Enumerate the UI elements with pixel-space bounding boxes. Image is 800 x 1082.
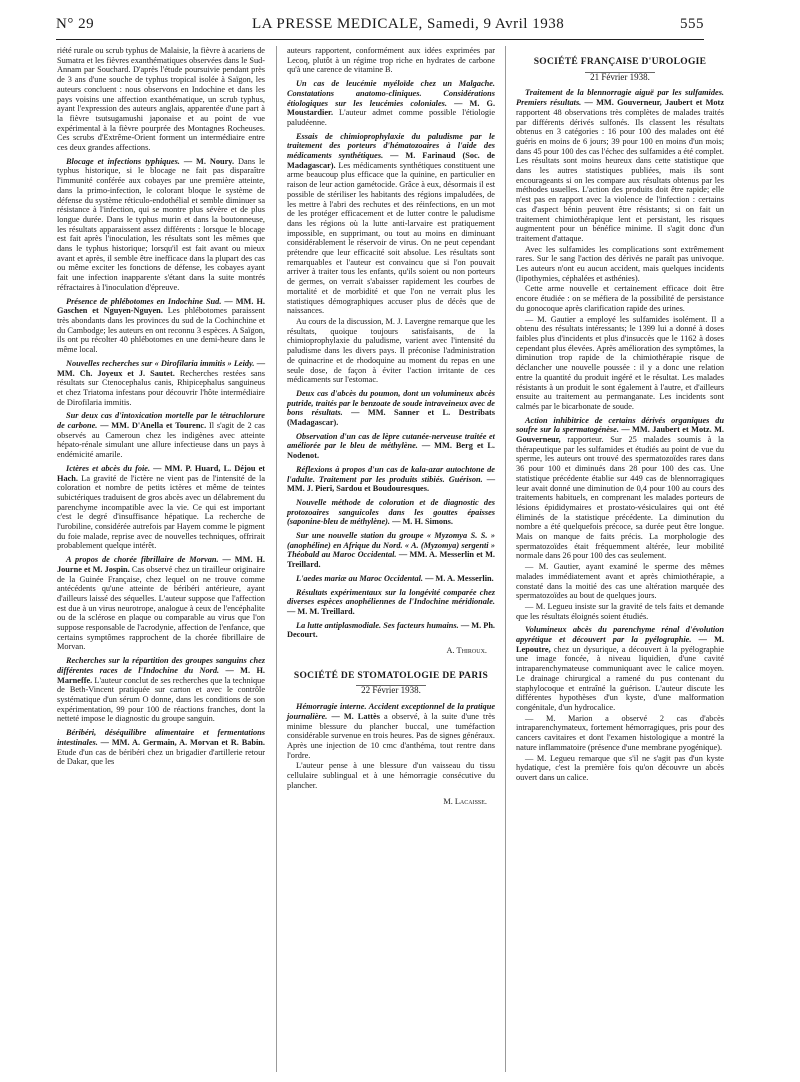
column-3 [516, 46, 724, 784]
article-title: Recherches sur la répartition des groupes sanguins chez différentes races de l'Indochine du Nord. [57, 656, 265, 675]
article-body: chez un dysurique, a découvert à la pyélographie une image foncée, à niveau liquidien, d'une cavité intraparenchymateuse communiquant avec le calice moyen. Le drainage chirurgical a ramené du pus contenant du staphylocoque et entraîné la guérison. L'auteur discute les différentes hypothèses d'un kyste, d'une malformation congénitale, d'un hydrocalice. [516, 644, 725, 712]
article-title: Sur deux cas d'intoxication mortelle par le tétrachlorure de carbone. [57, 411, 265, 431]
body-paragraph: — M. Legueu insiste sur la gravité de tels faits et demande que les résultats éloignés soient étudiés. [516, 601, 724, 621]
article-entry [516, 416, 724, 562]
body-paragraph: — M. Marion a observé 2 cas d'abcès intraparenchymateux, fortement hémorragiques, pris pour des cancers cavitaires et dont l'examen histologique a montré la nature inflammatoire (présence d'une membrane pyogénique). [516, 713, 724, 752]
page-number: 555 [680, 16, 704, 32]
report-signature: M. Lacaisse. [443, 796, 487, 806]
article-authors: — M. G. Moustardier. [287, 98, 496, 118]
session-date: 21 Février 1938. [590, 71, 650, 82]
column-separator-1 [276, 46, 277, 1072]
article-body: Recherches restées sans résultats sur Ctenocephalus canis, Rhipicephalus sanguineus et chez Triatoma infestans pour découvrir l'hôte intermédiaire de Dirofilaria immitis. [57, 368, 265, 407]
section-heading: SOCIÉTÉ FRANÇAISE D'UROLOGIE [533, 57, 707, 67]
article-authors: — MM. Gouverneur, Jaubert et Motz [584, 98, 724, 108]
article-authors: — M. M. Treillard. [287, 606, 355, 616]
article-body: rapporteur. Sur 25 malades soumis à la thérapeutique par les sulfamides et étudiés au point de vue du sperme, les auteurs ont trouvé des spermatozoïdes rares dans 36 pour 100 et diminués dans 28 pour 100 des cas. Une statistique précédente établie sur 449 cas de blennorragiques leur avait donné une diminution de 0,4 pour 100 au cours des traitements habituels, en comprenant les malades porteurs de lésions épididymaires et prostato-vésiculaires qui ont été éliminés de la statistique précédente. La diminution du nombre a été quelquefois précoce, sa durée peut être longue. Mais on manque de faits précis. La morphologie des spermatozoïdes était fréquemment altérée, leur mobilité normale dans 26 pour 100 des cas seulement. [516, 435, 724, 561]
article-body: Les phlébotomes paraissent très abondants dans les provinces du sud de la Cochinchine et du Cambodge; les auteurs en ont reconnu 3 espèces. A Saïgon, ils ont pu récolter 40 phlébotomes en une demi-heure dans le même local. [57, 306, 265, 355]
column-2 [287, 46, 495, 810]
body-paragraph: riété rurale ou scrub typhus de Malaisie, la fièvre à acariens de Sumatra et les fièvres exanthématiques observées dans le Sud-Annam par Souchard. D'après l'étude poursuivie pendant près de 3 ans d'une souche de typhus tropical isolée à Saïgon, les auteurs concluent : nous observons en Indochine et dans les pays voisins une affection exanthématique, un scrub typhus, ayant l'expression des auteurs anglais, apparentée d'une part à la fièvre tsutsugamushi japonaise et au point de vue expérimental à la fièvre pourprée des Montagnes Rocheuses. Ces scrubs d'Extrême-Orient forment un intermédiaire entre ces deux grandes affections. [57, 46, 265, 153]
article-authors: — MM. D'Anella et Tourenc. [100, 421, 207, 431]
article-entry [287, 498, 495, 527]
article-title: L'aedes mariæ au Maroc Occidental. [296, 573, 423, 583]
body-paragraph: Cette arme nouvelle et certainement efficace doit être encore étudiée : on se méfiera de la possibilité de persistance du gonocoque après clarification rapide des urines. [516, 284, 724, 313]
article-authors: — MM. J. Pieri, Sardou et Boudouresques. [287, 474, 495, 494]
article-authors: — M. Lattès [331, 711, 380, 721]
article-body: rapportent 48 observations très complètes de malades traités par différents dérivés sulfonés. Ils classent les résultats obtenus en 3 catégories : 16 pour 100 des malades ont été guéris en moins de 6 jours; 39 pour 100 en moins d'un mois; dans 45 pour 100 des cas l'échec des sulfamides a été complet. Les résultats sont moins heureux dans cette statistique que dans les autres statistiques publiées, mais ils sont encourageants si on les compare aux résultats obtenus par les méthodes usuelles. L'action des produits doit être rapide; elle n'est pas en rapport avec la violence de l'infection : certains cas d'aspect bénin peuvent être résistants; si on fait un traitement chimiothérapique lent et persistant, les risques augmentent pour un bénéfice minime. Il s'agit donc d'un traitement d'attaque. [516, 107, 724, 243]
article-body: Cas observé chez un tirailleur originaire de la Guinée Française, chez lequel on ne trouve comme antécédents qu'une atteinte de béribéri antérieure, ayant d'ailleurs laissé des séquelles. L'auteur suppose que l'affection est due à un virus neurotrope, analogue à ceux de l'encéphalite ou de la sclérose en plaque ou comparable au virus que l'on suppose responsable de l'acrodynie, affection de l'enfance, que certains symptômes rapprochent de la chorée fibrillaire de Morvan. [57, 564, 265, 652]
article-title: A propos de chorée fibrillaire de Morvan. [66, 555, 219, 565]
issue-number: N° 29 [56, 16, 95, 32]
article-title: Béribéri, déséquilibre alimentaire et fermentations intestinales. [57, 728, 265, 747]
article-title: Un cas de leucémie myéloïde chez un Malgache. Constatations anatomo-cliniques. Considérations étiologiques sur les leucémies coloniales. [287, 79, 495, 108]
article-entry [287, 79, 495, 128]
article-authors: — MM. H. Journe et M. Jospin. [57, 555, 266, 574]
article-authors: — MM. Berg et L. Nodenot. [287, 441, 496, 461]
article-entry [287, 702, 495, 760]
article-title: Traitement de la blennorragie aiguë par les sulfamides. Premiers résultats. [516, 88, 724, 108]
article-authors: — M. H. Simons. [392, 517, 453, 527]
body-paragraph: L'auteur pense à une blessure d'un vaisseau du tissu cellulaire sublingual et à une hémorragie consécutive du plancher. [287, 761, 495, 790]
article-title: Observation d'un cas de lèpre cutanée-nerveuse traitée et améliorée par le bleu de méthylène. [287, 431, 495, 451]
article-authors: — MM. H. Gaschen et Nguyen-Nguyen. [57, 296, 265, 316]
article-body: a observé, à la suite d'une très minime blessure du plancher buccal, une tuméfaction considérable survenue en trois heures. Pas de signes généraux. Après une injection de 10 cmc d'anthéma, tout rentre dans l'ordre. [287, 711, 495, 760]
article-entry [516, 625, 724, 712]
article-authors: — MM. P. Huard, L. Déjou et Hach. [57, 463, 266, 483]
session-date: 22 Février 1938. [361, 685, 421, 696]
article-title: Action inhibitrice de certains dérivés organiques du soufre sur la spermatogénèse. [516, 415, 724, 435]
article-title: Sur une nouvelle station du groupe « Myzomya S. S. » (anophéline) en Afrique du Nord. « A. (Myzomya) sergenti » Théobald au Maroc Occidental. [287, 531, 495, 560]
article-entry [287, 389, 495, 428]
section-heading: SOCIÉTÉ DE STOMATOLOGIE DE PARIS [293, 670, 489, 681]
article-authors: — M. Lepoutre, [516, 635, 725, 654]
article-title: Deux cas d'abcès du poumon, dont un volumineux abcès putride, traités par le benzoate de soude intraveineux avec de bons résultats. [287, 388, 495, 418]
article-authors: — MM. Sanner et L. Destribats (Madagascar). [287, 408, 495, 428]
article-entry [287, 465, 495, 494]
article-entry [287, 574, 495, 584]
article-body: Etude d'un cas de béribéri chez un brigadier d'artillerie retour de Dakar, que les [57, 747, 265, 767]
article-entry [287, 588, 495, 617]
article-authors: — M. Ph. Decourt. [287, 620, 496, 640]
article-title: Nouvelles recherches sur « Dirofilaria immitis » Leidy. [66, 358, 255, 368]
article-body: L'auteur admet comme possible l'étiologie paludéenne. [287, 108, 496, 127]
column-1 [57, 46, 265, 768]
article-entry [57, 555, 265, 652]
article-body: Les médicaments synthétiques constituent une arme beaucoup plus efficace que la quinine, en particulier en raison de leur action gamétocide. Grâce à eux, désormais il est possible de stériliser les habitants des régions impaludées, de les mettre à l'abri des rechutes et des réinfections, en un mot de les protéger efficacement et de lutter contre le paludisme dans les régions où la lutte anti-larvaire est pratiquement impossible, en supprimant, ou tout au moins en diminuant considérablement le réservoir de virus. On ne peut cependant prétendre que leur efficacité soit absolue. Les résultats sont remarquables et l'auteur est convaincu que si l'on pouvait arriver à traiter tous les enfants, qu'ils soient ou non porteurs de germes, on verrait s'abaisser rapidement les courbes de mortalité et de morbidité et que l'on ne verrait plus les statistiques démographiques accuser plus de décès que de naissances. [287, 160, 495, 316]
article-title: Présence de phlébotomes en Indochine Sud. [66, 296, 222, 306]
article-title: Essais de chimioprophylaxie du paludisme par le traitement des porteurs d'hématozoaires à l'aide des médicaments synthétiques. [287, 131, 495, 161]
article-body: Il s'agit de 2 cas observés au Cameroun chez les indigènes avec atteinte hépato-rénale simulant une allure infectieuse dans un pays à endémicité amarile. [57, 421, 266, 460]
article-entry [516, 88, 724, 243]
article-entry [57, 728, 265, 767]
article-authors: — M. Farinaud (Soc. de Madagascar). [287, 151, 495, 170]
article-body: La gravité de l'ictère ne vient pas de l'intensité de la coloration et nombre de petits ictères et même de teintes subictériques traduisent de gros abcès avec un délabrement du parenchyme incompatible avec la vie. Ce qui est important c'est le degré d'insuffisance hépatique. La recherche de l'urobiline, considérée autrefois par Hayem comme le pigment du foie malade, reprise avec de nouvelles techniques, offrirait probablement quelque intérêt. [57, 473, 266, 551]
article-entry [57, 359, 265, 408]
article-entry [287, 531, 495, 570]
article-title: Réflexions à propos d'un cas de kala-azar autochtone de l'adulte. Traitement par les produits stibiés. Guérison. [287, 464, 495, 484]
article-authors: — MM. A. Germain, A. Morvan et R. Babin. [100, 737, 265, 747]
journal-title: LA PRESSE MEDICALE, Samedi, 9 Avril 1938 [252, 16, 565, 32]
report-signature: A. Thiroux. [446, 646, 487, 656]
article-entry [57, 656, 265, 724]
article-authors: — M. Noury. [183, 156, 235, 166]
article-body: Dans le typhus historique, si le blocage ne fait pas disparaître l'immunité conférée aux cobayes par une première atteinte, dans la primo-infection, le colorant bloque le système de défense du système réticulo-endothélial et semble diminuer sa résistance à l'infection, qui se montre plus sévère et de plus longue durée. Dans le typhus murin et dans la boutonneuse, les résultats apparaissent assez différents : lorsque le blocage est fait après l'inoculation, les résultats sont les mêmes que dans le typhus historique; lorsqu'il est fait avant ou mieux avant et après, il semble être inefficace dans la plupart des cas ou même exciter les fonctions de défense, les cobayes ayant fait une infection inapparente s'étant dans la suite montrés réfractaires à l'inoculation d'épreuve. [57, 156, 265, 292]
article-entry [57, 157, 265, 293]
article-entry [287, 132, 495, 316]
page-header [56, 16, 704, 40]
article-entry [57, 297, 265, 355]
article-entry [287, 621, 495, 640]
article-title: Blocage et infections typhiques. [66, 156, 180, 166]
article-authors: — MM. Ch. Joyeux et J. Sautet. [57, 358, 265, 378]
header-rule [56, 39, 704, 40]
body-paragraph: — M. Gautier a employé les sulfamides isolément. Il a obtenu des résultats intéressants; le 1399 lui a donné à doses faibles plus d'incidents et plus d'insuccès que le 1162 à doses cependant plus élevées. Après amélioration des symptômes, la diminution trop rapide de la chimiothérapie risque de déclancher une nouvelle poussée : il y a donc une relation entre la quantité du produit ingéré et le résultat. Les malades résistants à un produit le sont également à l'autre, et d'ailleurs ensuite au traitement au permanganate. Les incidents sont calmés par le bicarbonate de soude. [516, 314, 724, 411]
article-authors: — M. A. Messerlin. [425, 573, 494, 583]
article-title: Résultats expérimentaux sur la longévité comparée chez diverses espèces anophéliennes de l'Indochine méridionale. [287, 587, 495, 607]
body-paragraph: — M. Gautier, ayant examiné le sperme des mêmes malades immédiatement avant et après chimiothérapie, a constaté dans la moitié des cas une altération marquée des spermatozoïdes au bout de quelques jours. [516, 562, 724, 601]
column-separator-2 [505, 46, 506, 1072]
body-paragraph: Au cours de la discussion, M. J. Lavergne remarque que les résultats, quoique toujours satisfaisants, de la chimioprophylaxie du paludisme, varient avec l'intensité du paludisme dans les divers pays. Il préconise l'administration de quinacrine et de rhodoquine au moment du repas en une seule dose, de façon à éviter l'action irritante de ces médicaments sur l'estomac. [287, 316, 495, 385]
article-entry [57, 411, 265, 460]
article-title: La lutte antiplasmodiale. Ses facteurs humains. [296, 620, 459, 630]
article-entry [287, 432, 495, 461]
article-entry [57, 464, 265, 551]
article-authors: — MM. Jaubert et Motz. M. Gouverneur, [516, 425, 724, 445]
body-paragraph: — M. Legueu remarque que s'il ne s'agit pas d'un kyste hydatique, c'est la première fois qu'on découvre un abcès ouvert dans un calice. [516, 753, 724, 782]
article-title: Ictères et abcès du foie. [66, 463, 151, 473]
article-authors: — M. H. Marneffe. [57, 665, 265, 685]
article-title: Volumineux abcès du parenchyme rénal d'évolution apyrétique et découvert par la pyélographie. [516, 625, 724, 645]
body-paragraph: Avec les sulfamides les complications sont extrêmement rares. Sur le sang l'action des dérivés ne paraît pas univoque. Les auteurs n'ont eu aucun accident, mais quelques incidents (lipothymies, céphalées et asthénies). [516, 244, 724, 283]
article-authors: — MM. A. Messerlin et M. Treillard. [287, 550, 495, 570]
body-paragraph: auteurs rapportent, conformément aux idées exprimées par Lecoq, plutôt à un régime trop riche en hydrates de carbone qu'à une carence de vitamine B. [287, 46, 495, 75]
article-title: Nouvelle méthode de coloration et de diagnostic des protozoaires sanguicoles dans les gouttes épaisses (saponine-bleu de méthylène). [287, 497, 495, 527]
article-title: Hémorragie interne. Accident exceptionnel de la pratique journalière. [287, 702, 495, 721]
article-body: L'auteur conclut de ses recherches que la technique de Beth-Vincent pratiquée sur carton et avec le contrôle systématique d'un sérum O donne, dans les conditions de son expérimentation, 99 pour 100 de réactions franches, dont la netteté impose le diagnostic du groupe sanguin. [57, 675, 265, 724]
